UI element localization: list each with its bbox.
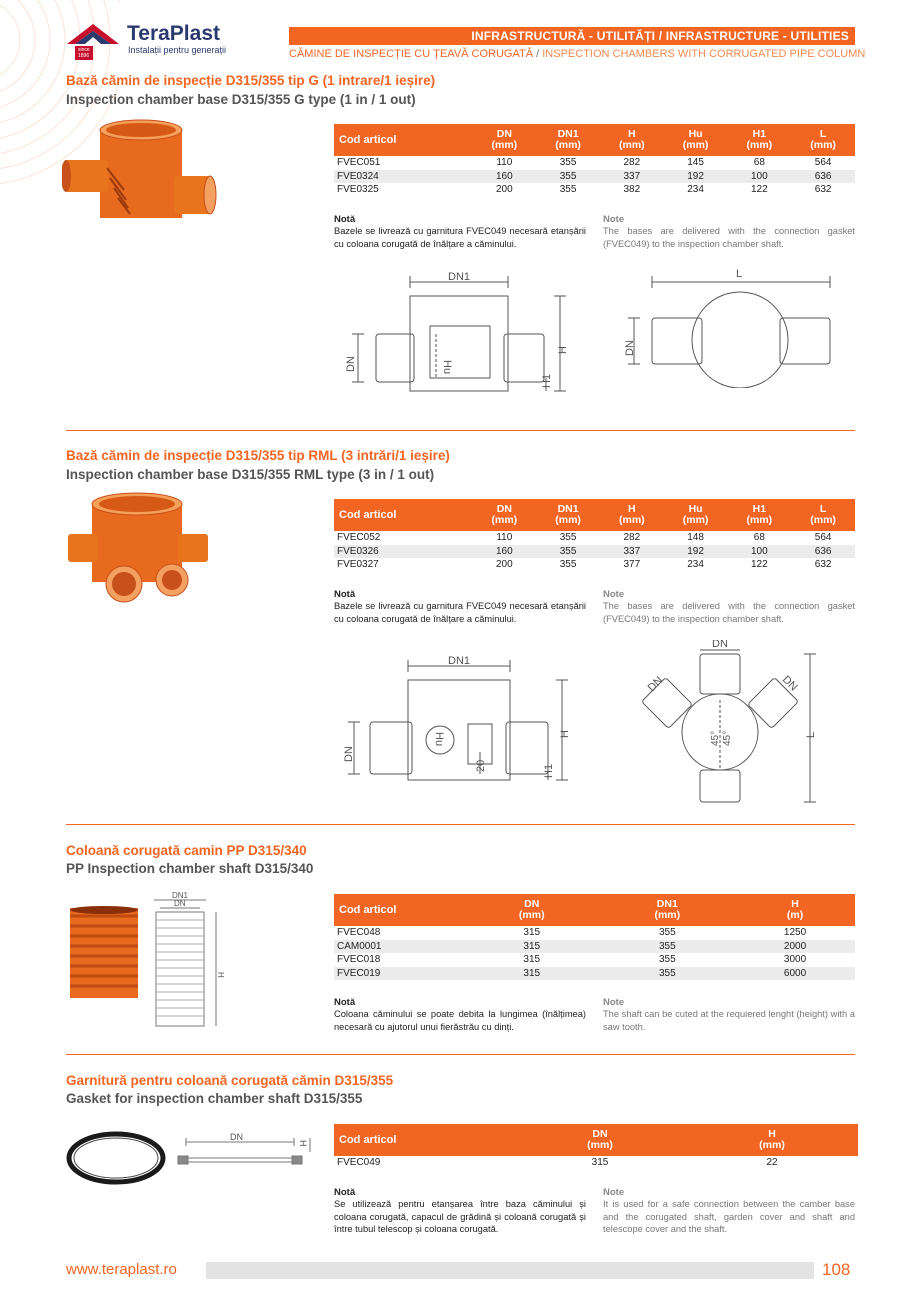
subcategory-sep: / [533,48,543,60]
note-text: Bazele se livrează cu garnitura FVEC049 necesară etanșării cu coloana corugată de înălțare a căminului. [334,226,586,249]
section-1-title-en: Inspection chamber base D315/355 G type (1 in / 1 out) [66,92,416,107]
dim-20: 20 [475,759,487,772]
table-row: FVEC048 315 355 1250 [337,927,807,939]
dim-dn: DN [174,899,186,908]
shaft-product-image [66,906,142,1001]
dim-dn1: DN1 [448,655,471,667]
note-text: Bazele se livrează cu garnitura FVEC049 necesară etanșării cu coloana corugată de înălțare a căminului. [334,601,586,624]
note-heading: Note [603,997,625,1008]
logo-tagline: Instalații pentru generații [128,45,227,55]
footer-bar [206,1262,814,1279]
note-text: It is used for a safe connection between the camber base and the corugated shaft, garden cover and shaft and telescope cover and the shaft. [603,1199,855,1234]
table-header [334,124,855,156]
dim-h: H [559,730,571,738]
col-header: Cod articol [334,1124,514,1156]
gasket-product-image [64,1128,170,1190]
note-heading: Note [603,1187,625,1198]
subcategory [289,48,866,60]
dim-h: H [557,346,569,354]
note-heading: Notă [334,1187,356,1198]
col-header: H (m) [735,894,855,926]
dim-h1: H1 [543,763,555,778]
page-number: 108 [822,1260,851,1279]
table-row: FVE0325 200 355 382 234 122 632 [337,184,832,196]
col-header: Hu (mm) [664,124,728,156]
table-row: CAM0001 315 355 2000 [334,940,855,954]
table-header [334,499,855,531]
table-row: FVE0324 160 355 337 192 100 636 [334,170,855,184]
logo-name: TeraPlast [127,22,220,45]
dim-l: L [736,268,743,280]
dim-dn1: DN1 [448,271,471,283]
note-text: The bases are delivered with the connection gasket (FVEC049) to the inspection chamber shaft. [603,226,855,249]
table-row: FVEC018 315 355 3000 [337,954,807,966]
col-header: Cod articol [334,124,472,156]
dim-dn-right: DN [779,673,800,694]
section-1-table [334,124,855,197]
section-3-title-ro: Coloană corugată camin PP D315/340 [66,843,307,858]
dim-h1: H1 [541,373,553,388]
note-heading: Note [603,214,625,225]
section-4-note-ro [334,1187,586,1236]
dim-dn: DN [230,1132,243,1142]
logo-roof-icon [65,22,123,50]
note-heading: Notă [334,997,356,1008]
section-2-title-en: Inspection chamber base D315/355 RML type (3 in / 1 out) [66,467,435,482]
dim-hu: Hu [433,732,445,747]
note-heading: Notă [334,214,356,225]
col-header: DN (mm) [472,124,536,156]
dim-dn: DN [624,340,636,356]
base-g-side-drawing [340,268,580,408]
col-header: H1 (mm) [727,124,791,156]
col-header: DN (mm) [464,894,600,926]
col-header: L (mm) [791,124,855,156]
section-4-title-ro: Garnitură pentru coloană corugată cămin D315/355 [66,1073,394,1088]
dim-angle-right: 45° [722,730,733,746]
logo-since: since 1896 [75,46,93,60]
dim-dn-top: DN [712,640,728,650]
base-rml-top-drawing [630,640,830,810]
section-divider [66,824,855,825]
section-2-title-ro: Bază cămin de inspecție D315/355 tip RML (3 intrări/1 ieșire) [66,448,450,463]
table-row: FVEC019 315 355 6000 [334,967,855,981]
table-row: FVEC049 315 22 [337,1157,778,1169]
col-header: H1 (mm) [727,499,791,531]
section-divider [66,430,855,431]
col-header: Cod articol [334,499,472,531]
dim-dn-left: DN [645,674,666,695]
col-header: DN1 (mm) [536,499,600,531]
base-g-product-image [62,118,222,228]
section-3-note-ro [334,997,586,1033]
col-header: H (mm) [686,1124,858,1156]
section-3-table [334,894,855,980]
section-1-title-ro: Bază cămin de inspecție D315/355 tip G (1 intrare/1 ieșire) [66,73,436,88]
table-header [334,1124,858,1156]
dim-h: H [216,972,225,978]
base-rml-product-image [62,492,212,607]
col-header: DN (mm) [472,499,536,531]
col-header: Hu (mm) [664,499,728,531]
table-row: FVE0327 200 355 377 234 122 632 [337,559,832,571]
section-4-note-en [603,1187,855,1236]
col-header: Cod articol [334,894,464,926]
section-4-title-en: Gasket for inspection chamber shaft D315/355 [66,1091,363,1106]
note-text: Coloana căminului se poate debita la lungimea (înălțimea) necesară cu ajutorul unui fierăstrău cu dinți. [334,1009,586,1032]
col-header: DN (mm) [514,1124,686,1156]
col-header: H (mm) [600,499,664,531]
base-g-top-drawing [620,268,840,388]
base-rml-side-drawing [340,652,580,802]
section-1-note-en [603,214,855,250]
section-3-title-en: PP Inspection chamber shaft D315/340 [66,861,314,876]
gasket-drawing [174,1130,314,1174]
section-4-table [334,1124,858,1170]
col-header: L (mm) [791,499,855,531]
note-heading: Note [603,589,625,600]
col-header: H (mm) [600,124,664,156]
footer-url[interactable]: www.teraplast.ro [66,1261,177,1278]
dim-l: L [805,731,817,738]
section-2-note-ro [334,589,586,625]
subcategory-en: INSPECTION CHAMBERS WITH CORRUGATED PIPE COLUMN [542,48,866,60]
section-2-table [334,499,855,572]
table-row: FVE0326 160 355 337 192 100 636 [334,545,855,559]
dim-hu: Hu [441,360,453,375]
dim-angle-left: 45° [710,730,721,746]
col-header: DN1 (mm) [536,124,600,156]
table-header [334,894,855,926]
table-row: FVEC052 110 355 282 148 68 564 [337,532,832,544]
category-bar: INFRASTRUCTURĂ - UTILITĂȚI / INFRASTRUCTURE - UTILITIES [289,27,855,45]
note-text: The shaft can be cuted at the requiered lenght (height) with a saw tooth. [603,1009,855,1032]
section-2-note-en [603,589,855,625]
subcategory-ro: CĂMINE DE INSPECȚIE CU ȚEAVĂ CORUGATĂ [289,48,534,60]
shaft-drawing [150,890,230,1028]
dim-dn: DN [345,356,357,372]
section-3-note-en [603,997,855,1033]
dim-dn: DN [343,746,355,762]
dim-dn1: DN1 [172,891,189,900]
table-row: FVEC051 110 355 282 145 68 564 [337,157,832,169]
note-text: Se utilizează pentru etanșarea între baza căminului și coloana corugată, capacul de grădină și coloană corugată și între tubul telescop și coloana corugată. [334,1199,586,1234]
section-1-note-ro [334,214,586,250]
col-header: DN1 (mm) [600,894,736,926]
note-heading: Notă [334,589,356,600]
note-text: The bases are delivered with the connection gasket (FVEC049) to the inspection chamber shaft. [603,601,855,624]
section-divider [66,1054,855,1055]
dim-h: H [298,1140,308,1147]
